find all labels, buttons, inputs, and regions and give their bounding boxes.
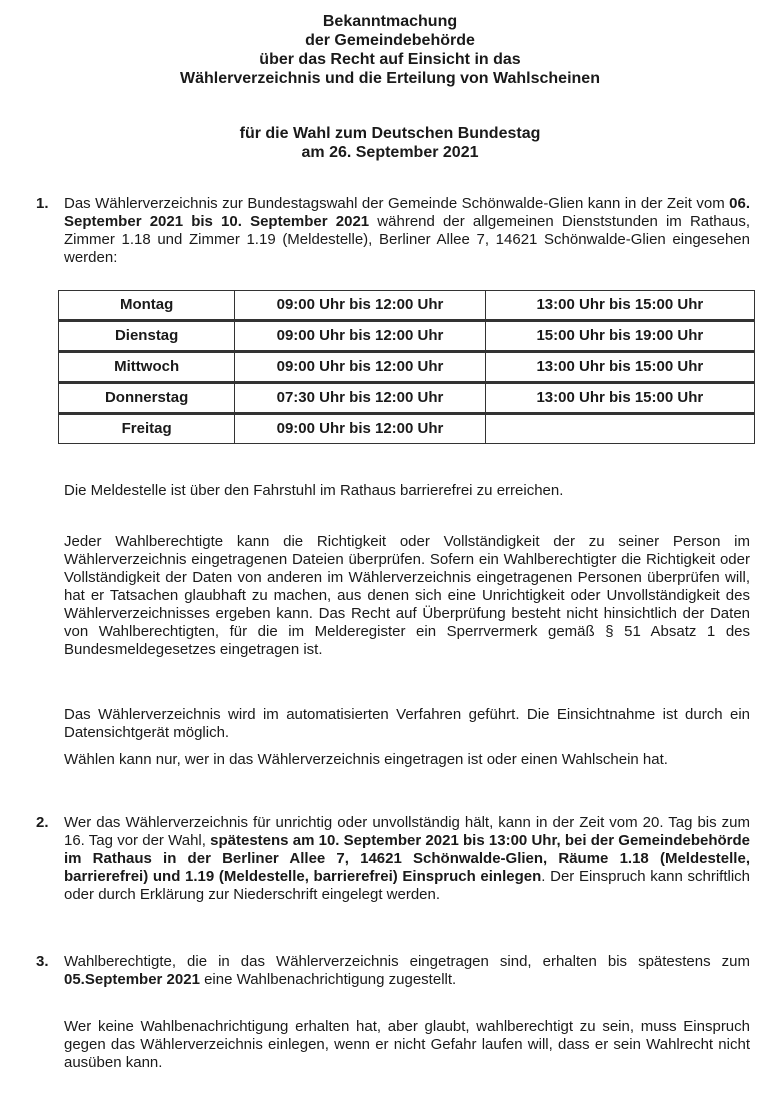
accessibility-note: Die Meldestelle ist über den Fahrstuhl im Rathaus barrierefrei zu erreichen. [64,482,564,499]
afternoon-hours-cell: 15:00 Uhr bis 19:00 Uhr [485,321,754,352]
section-2-text-a: Wer das Wählerverzeichnis für unrichtig oder unvollständig hält, kann in der Zeit vom 20. Tag bis zum 16. Tag vor der Wahl, [64,814,750,849]
morning-hours-cell: 09:00 Uhr bis 12:00 Uhr [235,414,485,444]
table-row [59,321,755,352]
no-notification-paragraph: Wer keine Wahlbenachrichtigung erhalten hat, aber glaubt, wahlberechtigt zu sein, muss Einspruch gegen das Wählerverzeichnis einlegen, wenn er nicht Gefahr laufen will, dass er sein Wahlrecht nicht ausüben kann. [64,1018,750,1071]
section-1-intro-text-b: während der allgemeinen Dienststunden im Rathaus, Zimmer 1.18 und Zimmer 1.19 (Meldestelle), Berliner Allee 7, 14621 Schönwalde-Glien eingesehen werden: [64,213,750,266]
title-line-1: Bekanntmachung [322,13,458,30]
day-cell: Freitag [59,414,235,444]
section-3-number: 3. [36,953,49,970]
day-cell: Dienstag [59,321,235,352]
afternoon-hours-cell: 13:00 Uhr bis 15:00 Uhr [485,352,754,383]
subtitle-line-2: am 26. September 2021 [301,144,479,161]
title-line-3: über das Recht auf Einsicht in das [259,51,521,68]
subtitle-line-1: für die Wahl zum Deutschen Bundestag [239,125,541,142]
afternoon-hours-cell: 13:00 Uhr bis 15:00 Uhr [485,383,754,414]
table-row [59,414,755,444]
document-subtitle [0,124,780,162]
automated-procedure-paragraph: Das Wählerverzeichnis wird im automatisierten Verfahren geführt. Die Einsichtnahme ist durch ein Datensichtgerät möglich. [64,706,750,741]
day-cell: Donnerstag [59,383,235,414]
morning-hours-cell: 09:00 Uhr bis 12:00 Uhr [235,352,485,383]
section-3-text-b: eine Wahlbenachrichtigung zugestellt. [199,971,457,988]
section-2-deadline: spätestens am 10. September 2021 bis 13:00 Uhr, bei der Gemeindebehörde im Rathaus in der Berliner Allee 7, 14621 Schönwalde-Glien, Räume 1.18 (Meldestelle, barrierefrei) und 1.19 (Meldestelle, barrierefrei) Einspruch einlegen [64,832,750,885]
title-line-4: Wählerverzeichnis und die Erteilung von Wahlscheinen [180,70,600,87]
eligibility-paragraph: Wählen kann nur, wer in das Wählerverzeichnis eingetragen ist oder einen Wahlschein hat. [64,751,668,768]
title-line-2: der Gemeindebehörde [305,32,475,49]
table-row [59,383,755,414]
section-2-number: 2. [36,814,49,831]
section-3-date: 05.September 2021 [64,971,200,988]
check-rights-paragraph: Jeder Wahlberechtigte kann die Richtigkeit oder Vollständigkeit der zu seiner Person im Wählerverzeichnis eingetragenen Dateien überprüfen. Sofern ein Wahlberechtigter die Richtigkeit oder Vollständigkeit der Daten von anderen im Wählerverzeichnis eingetragenen Personen überprüfen will, hat er Tatsachen glaubhaft zu machen, aus denen sich eine Unrichtigkeit oder Unvollständigkeit des Wählerverzeichnisses ergeben kann. Das Recht auf Überprüfung besteht nicht hinsichtlich der Daten von Wahlberechtigten, für die im Melderegister ein Sperrvermerk gemäß § 51 Absatz 1 des Bundesmeldegesetzes eingetragen ist. [64,533,750,658]
section-1-intro [64,195,750,267]
document-title [0,12,780,88]
afternoon-hours-cell [485,414,754,444]
section-1-intro-dates: 06. September 2021 bis 10. September 2021 [64,195,750,230]
afternoon-hours-cell: 13:00 Uhr bis 15:00 Uhr [485,291,754,321]
day-cell: Mittwoch [59,352,235,383]
table-row [59,352,755,383]
section-3-text-a: Wahlberechtigte, die in das Wählerverzeichnis eingetragen sind, erhalten bis spätestens zum [64,953,750,970]
section-2-paragraph [64,814,750,904]
office-hours-table [58,290,755,444]
section-2-text-b: . Der Einspruch kann schriftlich oder durch Erklärung zur Niederschrift eingelegt werden. [64,868,750,903]
morning-hours-cell: 09:00 Uhr bis 12:00 Uhr [235,291,485,321]
section-3-paragraph [64,953,750,989]
section-1-number: 1. [36,195,49,212]
table-row [59,291,755,321]
section-1-intro-text-a: Das Wählerverzeichnis zur Bundestagswahl der Gemeinde Schönwalde-Glien kann in der Zeit vom [64,195,730,212]
morning-hours-cell: 07:30 Uhr bis 12:00 Uhr [235,383,485,414]
day-cell: Montag [59,291,235,321]
morning-hours-cell: 09:00 Uhr bis 12:00 Uhr [235,321,485,352]
